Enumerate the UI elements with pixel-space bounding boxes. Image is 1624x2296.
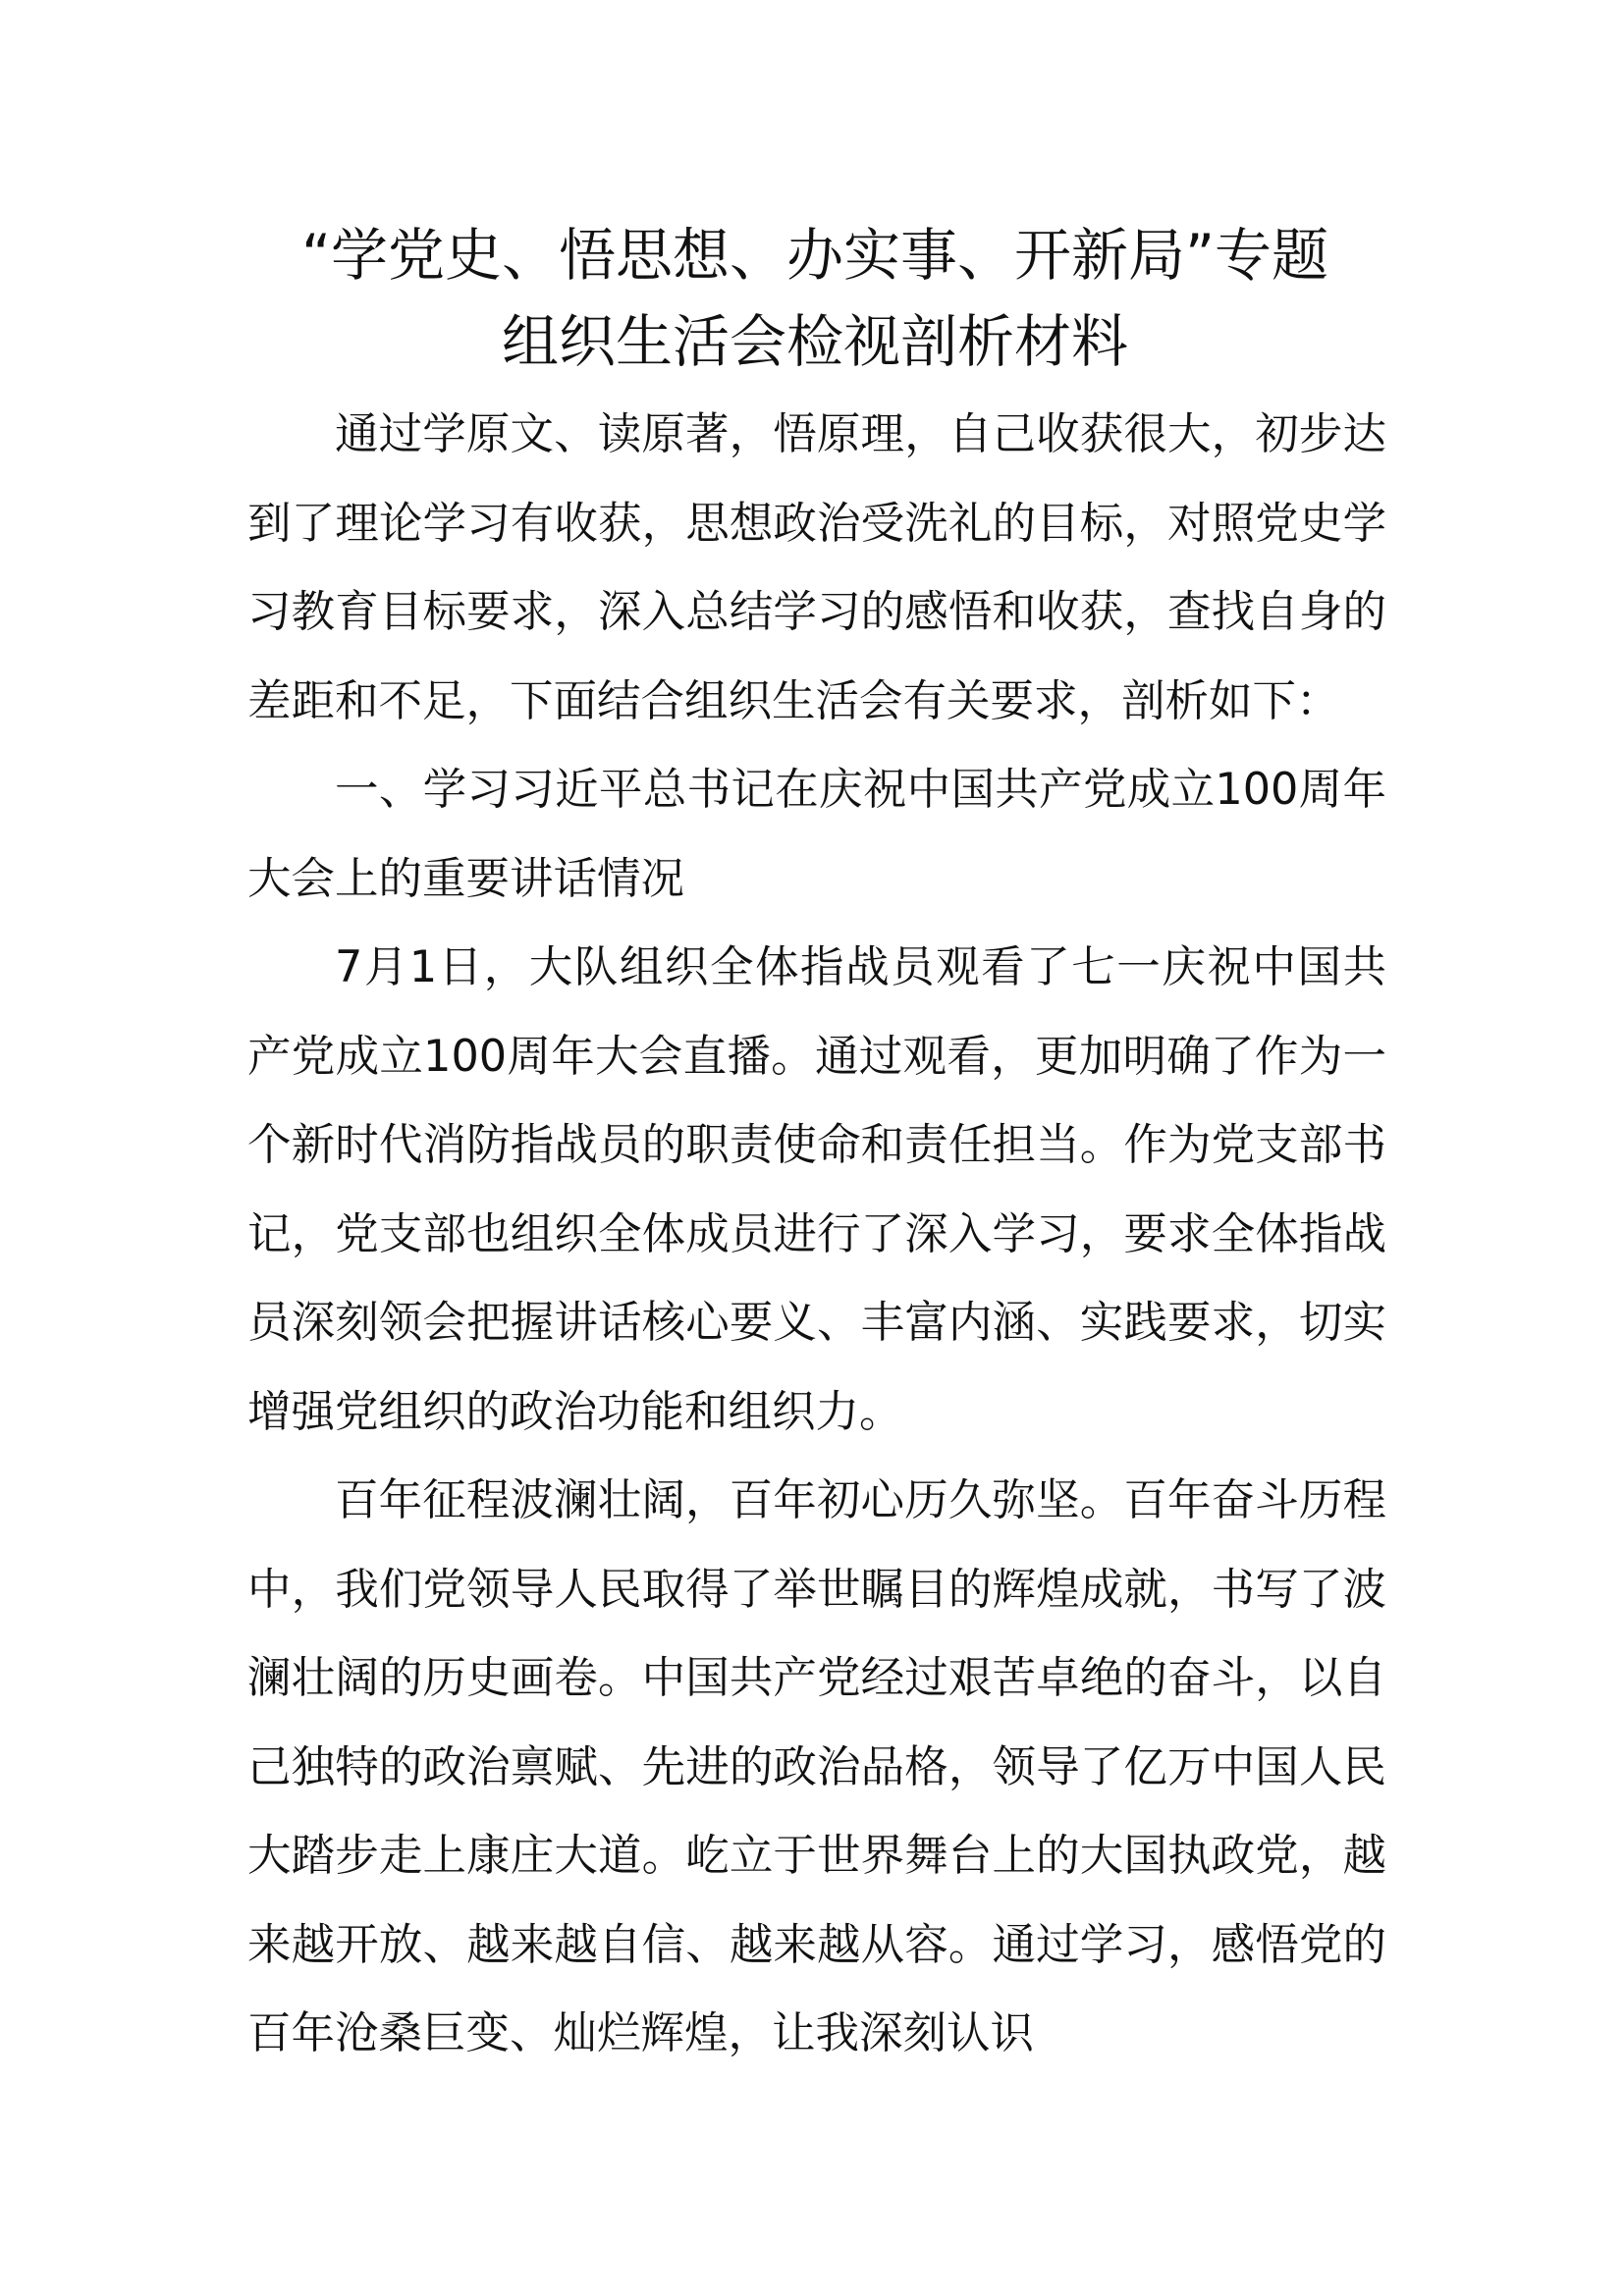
document-title-line-1: “学党史、悟思想、办实事、开新局”专题 — [300, 222, 1329, 289]
paragraph-intro: 通过学原文、读原著，悟原理，自己收获很大，初步达到了理论学习有收获，思想政治受洗礼的目标，对照党史学习教育目标要求，深入总结学习的感悟和收获，查找自身的差距和不足，下面结合组织生活会有关要求，剖析如下： — [247, 409, 1386, 726]
paragraph-july-1: 7月1日，大队组织全体指战员观看了七一庆祝中国共产党成立100周年大会直播。通过观看，更加明确了作为一个新时代消防指战员的职责使命和责任担当。作为党支部书记，党支部也组织全体成员进行了深入学习，要求全体指战员深刻领会把握讲话核心要义、丰富内涵、实践要求，切实增强党组织的政治功能和组织力。 — [247, 942, 1386, 1437]
document-title-line-2: 组织生活会检视剖析材料 — [501, 308, 1128, 375]
section-heading-1: 一、学习习近平总书记在庆祝中国共产党成立100周年大会上的重要讲话情况 — [247, 765, 1386, 904]
document-body — [247, 391, 1386, 2079]
paragraph-centenary: 百年征程波澜壮阔，百年初心历久弥坚。百年奋斗历程中，我们党领导人民取得了举世瞩目的辉煌成就，书写了波澜壮阔的历史画卷。中国共产党经过艰苦卓绝的奋斗，以自己独特的政治禀赋、先进的政治品格，领导了亿万中国人民大踏步走上康庄大道。屹立于世界舞台上的大国执政党，越来越开放、越来越自信、越来越从容。通过学习，感悟党的百年沧桑巨变、灿烂辉煌，让我深刻认识 — [247, 1475, 1386, 2058]
